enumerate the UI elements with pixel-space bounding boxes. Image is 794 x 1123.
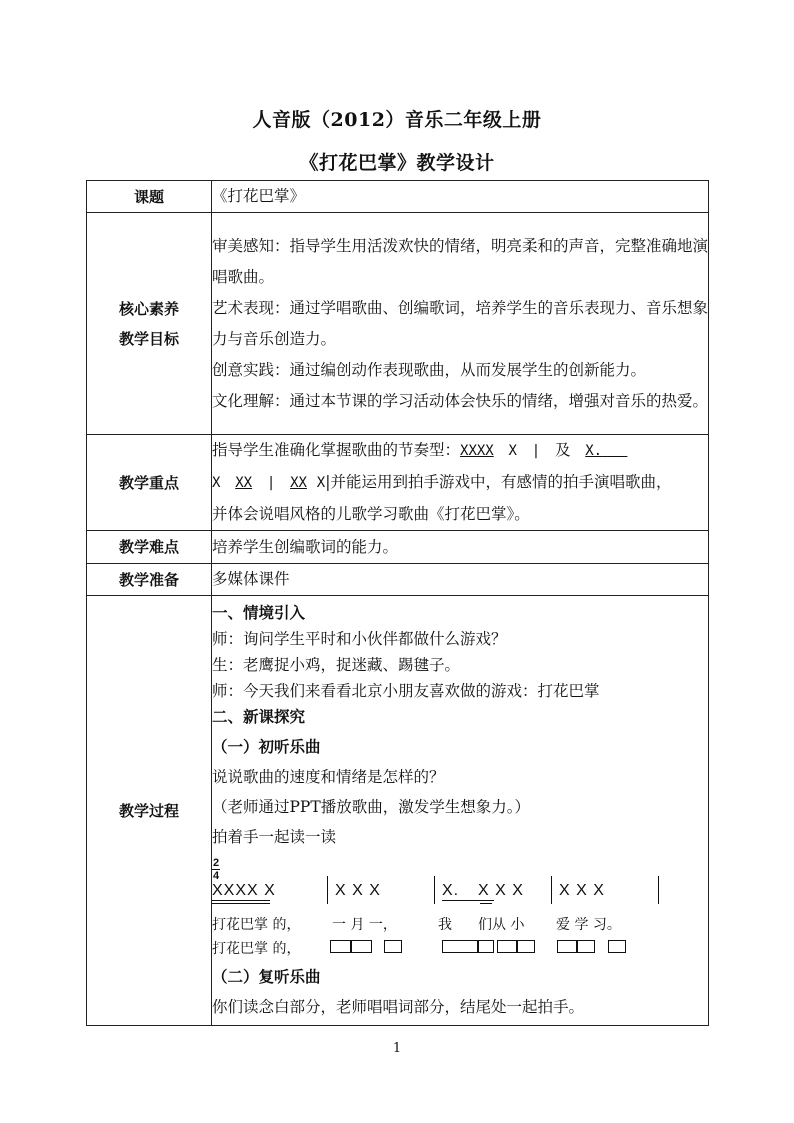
process-line4: 说说歌曲的速度和情绪是怎样的？ xyxy=(212,768,445,786)
key-line1-text: 指导学生准确化掌握歌曲的节奏型： xyxy=(212,441,461,459)
section-explore: 二、新课探究 xyxy=(212,707,306,726)
process-line7: 你们读念白部分，老师唱唱词部分，结尾处一起拍手。 xyxy=(212,998,585,1016)
goal-culture: 文化理解：通过本节课的学习活动体会快乐的情绪，增强对音乐的热爱。 xyxy=(212,391,709,410)
blank-box xyxy=(608,940,626,953)
rhythm-x-dot: X. xyxy=(585,443,603,459)
value-process xyxy=(212,596,709,1026)
lyric-line2: 打花巴掌 的， xyxy=(212,941,301,957)
time-sig-bottom: 4 xyxy=(212,870,220,882)
measure-3b: X X X xyxy=(478,882,524,899)
blank-box xyxy=(478,940,494,953)
process-line2: 生：老鹰捉小鸡，捉迷藏、踢毽子。 xyxy=(212,656,461,674)
rhythm-bar: | xyxy=(531,443,541,459)
sub-first-listen: （一）初听乐曲 xyxy=(212,737,321,756)
barline-2 xyxy=(434,876,435,904)
process-line1: 师：询问学生平时和小伙伴都做什么游戏？ xyxy=(212,630,507,648)
label-topic: 课题 xyxy=(87,181,212,213)
process-line5: （老师通过PPT播放歌曲，激发学生想象力。） xyxy=(212,798,530,816)
value-prep: 多媒体课件 xyxy=(212,564,709,596)
lesson-plan-table xyxy=(86,180,709,1026)
label-prep: 教学准备 xyxy=(87,564,212,596)
goal-expression: 艺术表现：通过学唱歌曲、创编歌词，培养学生的音乐表现力、音乐想象力与音乐创造力。 xyxy=(212,298,709,348)
process-line6: 拍着手一起读一读 xyxy=(212,828,337,846)
lyric-5: 爱 学 习。 xyxy=(556,917,621,933)
blank-box xyxy=(517,940,535,953)
document-title: 人音版（2012）音乐二年级上册 xyxy=(252,109,542,131)
measure-2: X X X xyxy=(335,882,381,899)
key-line3: 并体会说唱风格的儿歌学习歌曲《打花巴掌》。 xyxy=(212,505,530,523)
blank-box xyxy=(442,940,478,953)
barline-3 xyxy=(551,876,552,904)
value-goals xyxy=(212,213,709,435)
lyric-2: 一 月 一， xyxy=(332,917,397,933)
rhythm-x2: X xyxy=(212,475,221,491)
rhythm-bar2: | xyxy=(266,475,276,491)
label-goals xyxy=(87,213,212,435)
rhythm-xxxx: XXXX xyxy=(460,443,494,459)
time-sig-top: 2 xyxy=(212,857,220,869)
value-topic: 《打花巴掌》 xyxy=(212,181,709,213)
row-topic xyxy=(87,181,709,213)
blank-box xyxy=(330,940,351,953)
blank-box xyxy=(497,940,517,953)
measure-1: XXXX X xyxy=(212,882,276,899)
lyric-3: 我 xyxy=(438,917,452,933)
blank-box xyxy=(384,940,402,953)
rhythm-xx: XX xyxy=(235,475,253,491)
rhythm-xx2: XX xyxy=(290,475,307,491)
rhythm-score xyxy=(212,856,708,957)
lyric-1: 打花巴掌 的， xyxy=(212,917,301,933)
row-key xyxy=(87,435,709,531)
document-subtitle: 《打花巴掌》教学设计 xyxy=(299,152,495,174)
row-goals xyxy=(87,213,709,435)
rhythm-x: X xyxy=(508,443,517,459)
barline-end xyxy=(658,876,659,904)
row-prep xyxy=(87,564,709,596)
sub-second-listen: （二）复听乐曲 xyxy=(212,967,321,986)
process-line3: 师：今天我们来看看北京小朋友喜欢做的游戏：打花巴掌 xyxy=(212,682,600,700)
measure-3a: X. xyxy=(442,882,460,899)
row-difficulty xyxy=(87,531,709,564)
rhythm-x3: X xyxy=(316,475,326,491)
goal-aesthetic: 审美感知：指导学生用活泼欢快的情绪，明亮柔和的声音，完整准确地演唱歌曲。 xyxy=(212,236,709,286)
goal-creative: 创意实践：通过编创动作表现歌曲，从而发展学生的创新能力。 xyxy=(212,360,647,379)
value-key xyxy=(212,435,709,531)
label-difficulty: 教学难点 xyxy=(87,531,212,564)
blank-box xyxy=(577,940,595,953)
measure-4: X X X xyxy=(559,882,605,899)
barline-1 xyxy=(327,876,328,904)
section-intro: 一、情境引入 xyxy=(212,603,306,622)
key-line1 xyxy=(212,435,708,467)
label-process: 教学过程 xyxy=(87,596,212,1026)
key-line2-text: |并能运用到拍手游戏中，有感情的拍手演唱歌曲， xyxy=(325,473,672,491)
label-goals-line1: 核心素养 xyxy=(118,299,179,318)
label-key: 教学重点 xyxy=(87,435,212,531)
blank-box xyxy=(557,940,577,953)
label-goals-line2: 教学目标 xyxy=(118,329,179,348)
lyric-4: 们从 小 xyxy=(478,917,525,933)
row-process xyxy=(87,596,709,1026)
key-and: 及 xyxy=(554,441,571,459)
value-difficulty: 培养学生创编歌词的能力。 xyxy=(212,531,709,564)
key-line2 xyxy=(212,467,708,499)
page-number: 1 xyxy=(392,1041,402,1056)
blank-box xyxy=(351,940,372,953)
